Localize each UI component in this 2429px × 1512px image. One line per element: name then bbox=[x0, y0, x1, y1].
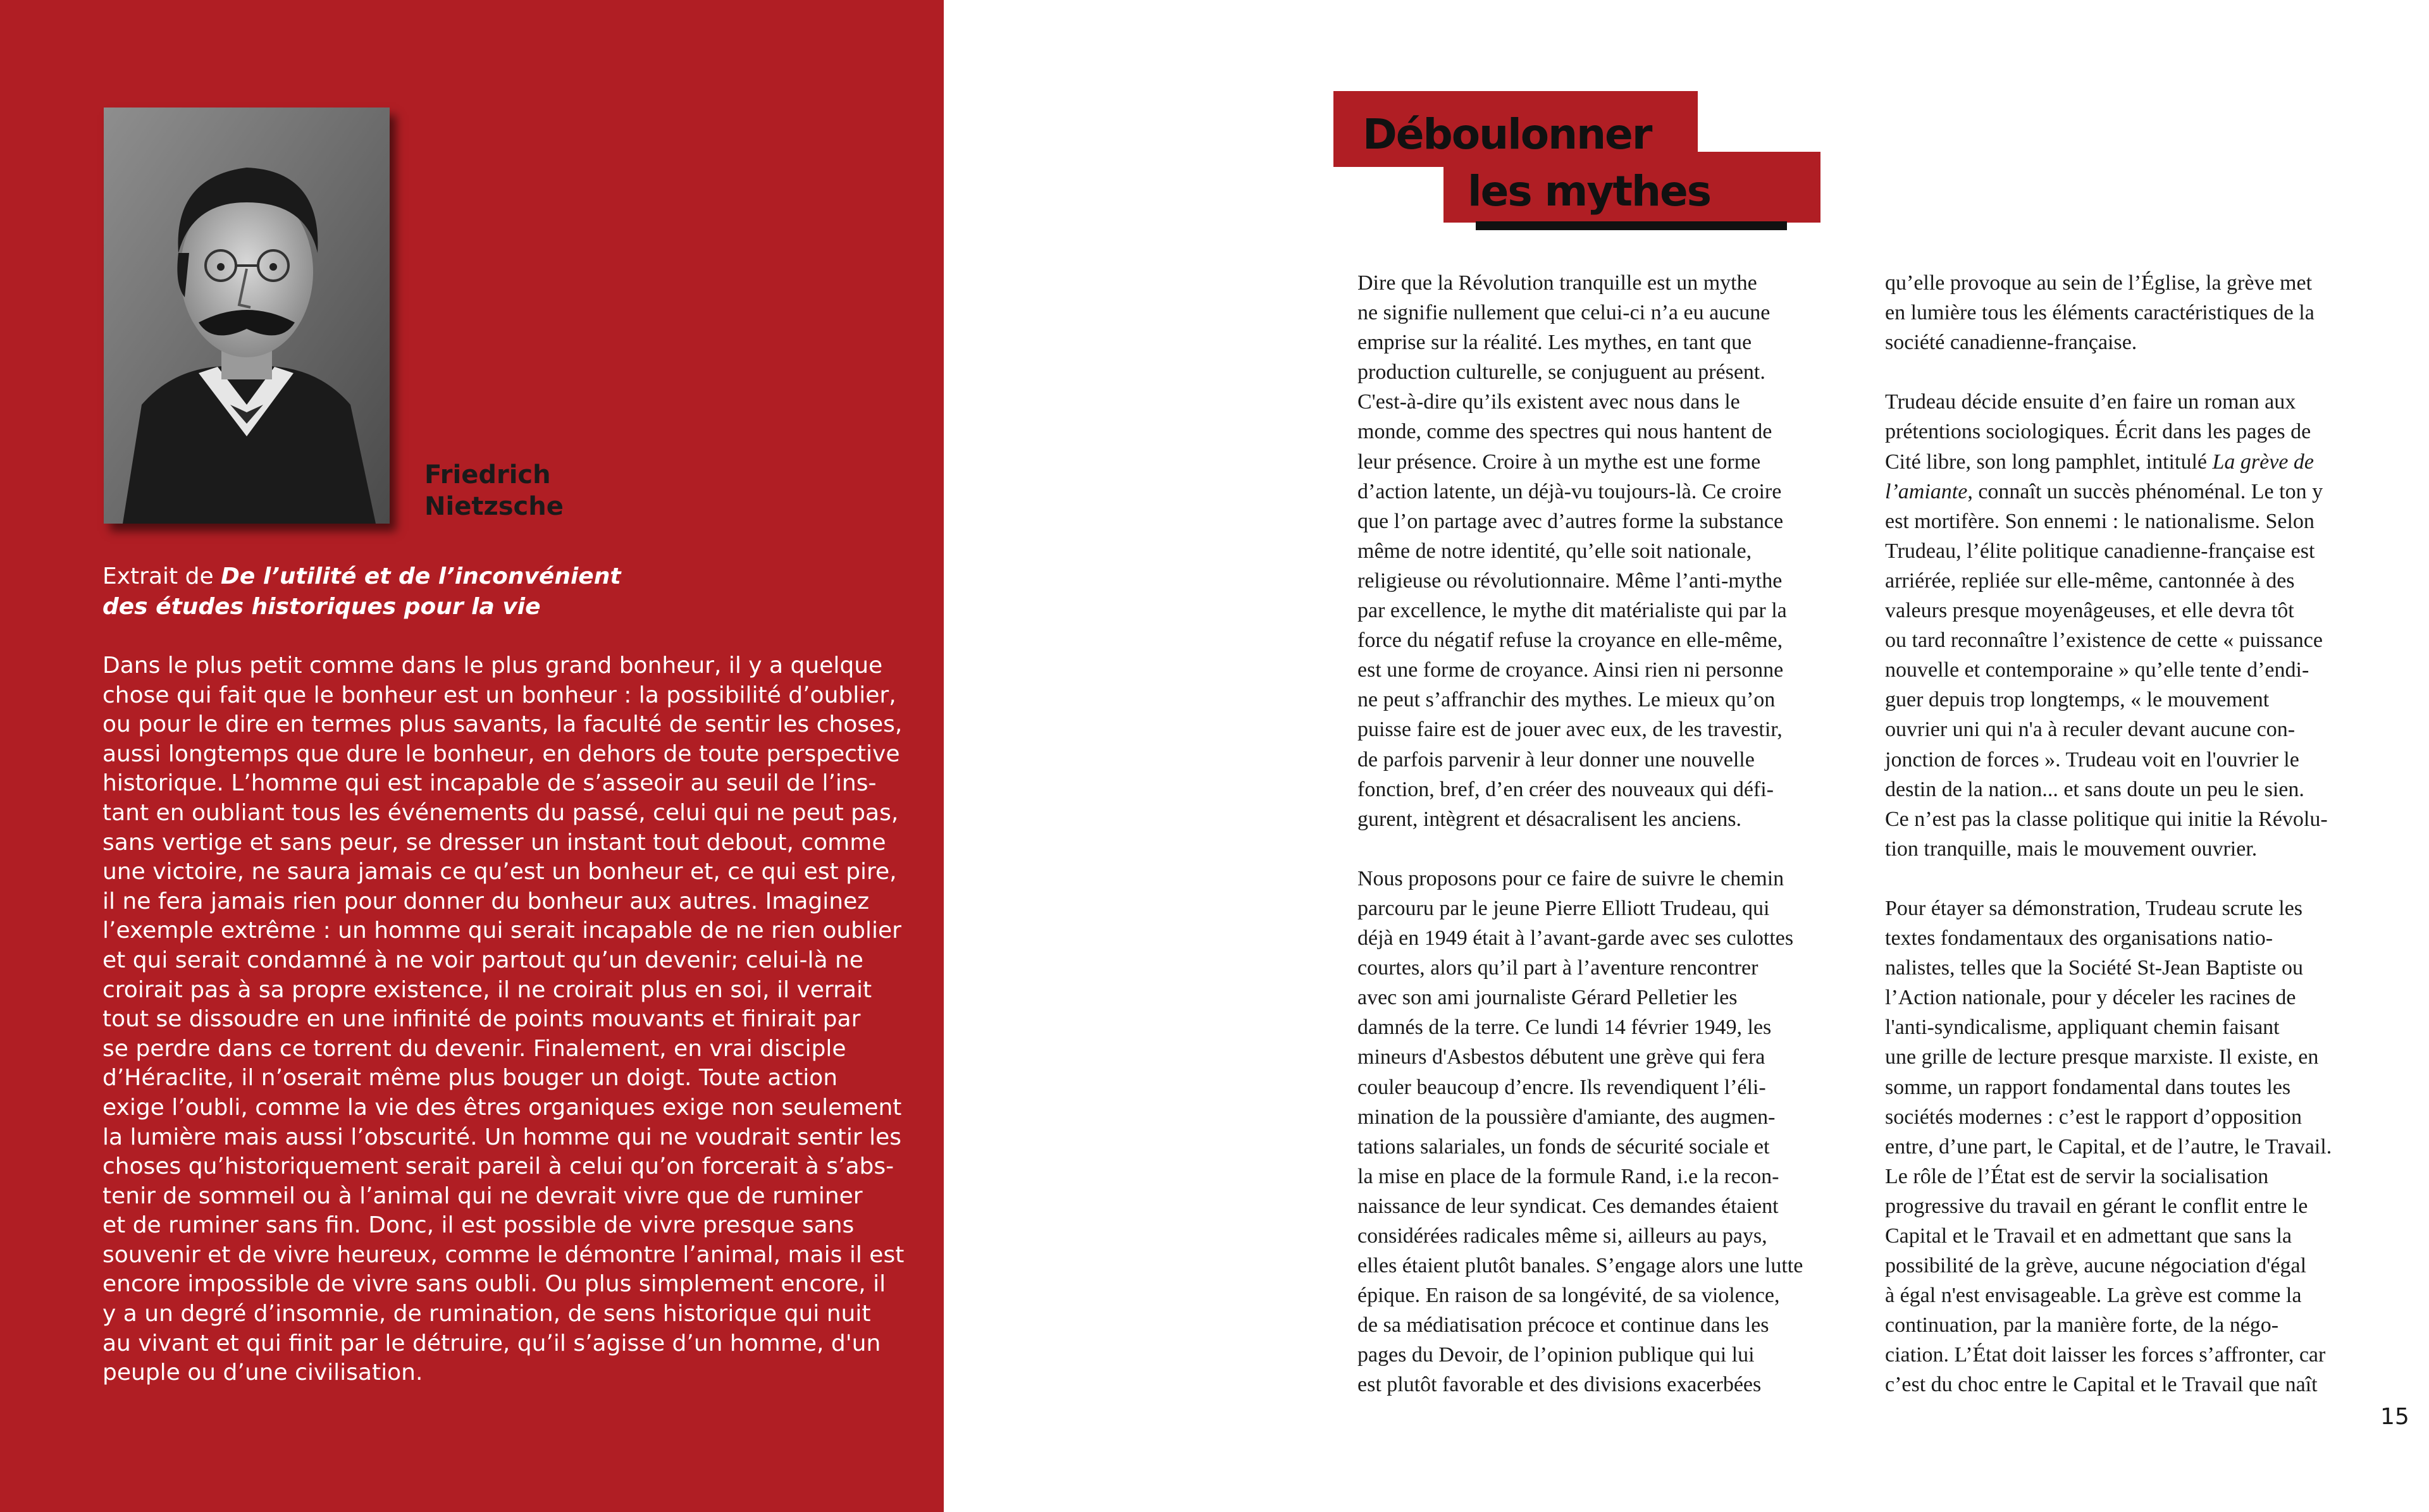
article-line: ouvrier uni qui n'a à reculer devant aucune con- bbox=[1885, 718, 2296, 742]
article-line bbox=[1885, 357, 2404, 387]
article-line: damnés de la terre. Ce lundi 14 février 1949, les bbox=[1357, 1016, 1772, 1040]
article-line: naissance de leur syndicat. Ces demandes étaient bbox=[1357, 1194, 1779, 1218]
portrait-name-last: Nietzsche bbox=[424, 492, 564, 521]
article-line: gurent, intègrent et désacralisent les anciens. bbox=[1357, 807, 1742, 831]
article-line: Trudeau, l’élite politique canadienne-française est bbox=[1885, 539, 2315, 563]
excerpt-line: peuple ou d’une civilisation. bbox=[102, 1360, 423, 1386]
excerpt-line: l’exemple extrême : un homme qui serait incapable de ne rien oublier bbox=[102, 918, 901, 944]
article-line: Le rôle de l’État est de servir la socialisation bbox=[1885, 1164, 2269, 1188]
article-line: mineurs d'Asbestos débutent une grève qui fera bbox=[1357, 1045, 1765, 1069]
article-line: en lumière tous les éléments caractéristiques de la bbox=[1885, 301, 2315, 325]
article-title bbox=[1333, 91, 1789, 237]
excerpt-title-line1: De l’utilité et de l’inconvénient bbox=[221, 563, 621, 589]
article-line: Pour étayer sa démonstration, Trudeau scrute les bbox=[1885, 896, 2303, 920]
article-line: leur présence. Croire à un mythe est une forme bbox=[1357, 450, 1761, 474]
article-line: couler beaucoup d’encre. Ils revendiquent l’éli- bbox=[1357, 1075, 1766, 1099]
article-line: sociétés modernes : c’est le rapport d’opposition bbox=[1885, 1105, 2302, 1129]
article-line: production culturelle, se conjuguent au présent. bbox=[1357, 360, 1765, 384]
excerpt-line: une victoire, ne saura jamais ce qu’est un bonheur et, ce qui est pire, bbox=[102, 859, 897, 885]
article-line: Capital et le Travail et en admettant que sans la bbox=[1885, 1224, 2292, 1248]
portrait-photo bbox=[104, 108, 390, 524]
article-line: parcouru par le jeune Pierre Elliott Trudeau, qui bbox=[1357, 896, 1770, 920]
article-line: Cité libre, son long pamphlet, intitulé La grève de bbox=[1885, 450, 2315, 474]
article-line: la mise en place de la formule Rand, i.e la recon- bbox=[1357, 1164, 1779, 1188]
article-line: de sa médiatisation précoce et continue dans les bbox=[1357, 1313, 1769, 1337]
excerpt-line: et de ruminer sans fin. Donc, il est possible de vivre presque sans bbox=[102, 1212, 855, 1239]
excerpt-line: chose qui fait que le bonheur est un bonheur : la possibilité d’oublier, bbox=[102, 682, 896, 708]
article-line: elles étaient plutôt banales. S’engage alors une lutte bbox=[1357, 1254, 1803, 1278]
article-line: puisse faire est de jouer avec eux, de les travestir, bbox=[1357, 718, 1783, 742]
excerpt-line: sans vertige et sans peur, se dresser un instant tout debout, comme bbox=[102, 829, 886, 856]
article-line bbox=[1357, 834, 1863, 864]
article-line: arriérée, repliée sur elle-même, cantonnée à des bbox=[1885, 569, 2295, 593]
article-line bbox=[1885, 864, 2404, 894]
article-line: par excellence, le mythe dit matérialiste qui par la bbox=[1357, 599, 1787, 623]
excerpt-line: d’Héraclite, il n’oserait même plus bouger un doigt. Toute action bbox=[102, 1065, 838, 1091]
excerpt-line: la lumière mais aussi l’obscurité. Un homme qui ne voudrait sentir les bbox=[102, 1124, 902, 1150]
article-line: courtes, alors qu’il part à l’aventure rencontrer bbox=[1357, 956, 1758, 980]
article-line: d’action latente, un déjà-vu toujours-là. Ce croire bbox=[1357, 479, 1782, 503]
article-line: nalistes, telles que la Société St-Jean Baptiste ou bbox=[1885, 956, 2303, 980]
excerpt-line: ou pour le dire en termes plus savants, la faculté de sentir les choses, bbox=[102, 711, 903, 738]
article-line: ou tard reconnaître l’existence de cette « puissance bbox=[1885, 629, 2323, 653]
article-line: avec son ami journaliste Gérard Pelletier les bbox=[1357, 986, 1738, 1010]
article-line: guer depuis trop longtemps, « le mouvement bbox=[1885, 688, 2270, 712]
excerpt-body bbox=[102, 651, 915, 1388]
article-line: une grille de lecture presque marxiste. Il existe, en bbox=[1885, 1045, 2319, 1069]
article-line: tations salariales, un fonds de sécurité sociale et bbox=[1357, 1134, 1770, 1159]
article-line: tion tranquille, mais le mouvement ouvrier. bbox=[1885, 837, 2258, 861]
excerpt-line: tenir de sommeil ou à l’animal qui ne devrait vivre que de ruminer bbox=[102, 1183, 863, 1209]
article-line: l’Action nationale, pour y déceler les racines de bbox=[1885, 986, 2296, 1010]
article-line: déjà en 1949 était à l’avant-garde avec ses culottes bbox=[1357, 926, 1794, 950]
article-line: l'anti-syndicalisme, appliquant chemin faisant bbox=[1885, 1016, 2280, 1040]
article-line: somme, un rapport fondamental dans toutes les bbox=[1885, 1075, 2291, 1099]
article-line: possibilité de la grève, aucune négociation d'égal bbox=[1885, 1254, 2307, 1278]
article-line: nouvelle et contemporaine » qu’elle tente d’endi- bbox=[1885, 658, 2309, 682]
title-line-1: Déboulonner bbox=[1363, 110, 1652, 159]
left-page bbox=[0, 0, 944, 1512]
article-line: que l’on partage avec d’autres forme la substance bbox=[1357, 509, 1784, 533]
excerpt-line: et qui serait condamné à ne voir partout qu’un devenir; celui-là ne bbox=[102, 947, 863, 973]
article-line: à égal n'est envisageable. La grève est comme la bbox=[1885, 1284, 2302, 1308]
article-line: continuation, par la manière forte, de la négo- bbox=[1885, 1313, 2279, 1337]
title-line-2: les mythes bbox=[1468, 167, 1711, 216]
article-line: l’amiante, connaît un succès phénoménal. Le ton y bbox=[1885, 479, 2323, 503]
article-line: est plutôt favorable et des divisions exacerbées bbox=[1357, 1373, 1762, 1397]
article-line: prétentions sociologiques. Écrit dans les pages de bbox=[1885, 420, 2311, 444]
excerpt-line: y a un degré d’insomnie, de rumination, de sens historique qui nuit bbox=[102, 1301, 871, 1327]
article-column-2 bbox=[1885, 268, 2404, 1400]
article-line: qu’elle provoque au sein de l’Église, la grève met bbox=[1885, 271, 2313, 295]
article-line: monde, comme des spectres qui nous hantent de bbox=[1357, 420, 1772, 444]
article-line: ne peut s’affranchir des mythes. Le mieux qu’on bbox=[1357, 688, 1776, 712]
article-line: épique. En raison de sa longévité, de sa violence, bbox=[1357, 1284, 1780, 1308]
article-line: jonction de forces ». Trudeau voit en l'ouvrier le bbox=[1885, 747, 2299, 771]
article-line: Nous proposons pour ce faire de suivre le chemin bbox=[1357, 866, 1784, 890]
article-line: considérées radicales même si, ailleurs au pays, bbox=[1357, 1224, 1767, 1248]
page-number: 15 bbox=[2380, 1404, 2409, 1430]
article-line: destin de la nation... et sans doute un peu le sien. bbox=[1885, 777, 2304, 801]
excerpt-line: souvenir et de vivre heureux, comme le démontre l’animal, mais il est bbox=[102, 1241, 905, 1268]
title-underline bbox=[1476, 221, 1787, 230]
portrait-name-first: Friedrich bbox=[424, 460, 551, 489]
article-line: ciation. L’État doit laisser les forces s’affronter, car bbox=[1885, 1343, 2326, 1367]
article-line: textes fondamentaux des organisations natio- bbox=[1885, 926, 2273, 950]
excerpt-line: tout se dissoudre en une infinité de points mouvants et finirait par bbox=[102, 1006, 861, 1033]
excerpt-line: aussi longtemps que dure le bonheur, en dehors de toute perspective bbox=[102, 741, 900, 767]
article-line: Ce n’est pas la classe politique qui initie la Révolu- bbox=[1885, 807, 2328, 831]
article-line: emprise sur la réalité. Les mythes, en tant que bbox=[1357, 331, 1752, 355]
article-line: Trudeau décide ensuite d’en faire un roman aux bbox=[1885, 390, 2296, 414]
excerpt-title-line2: des études historiques pour la vie bbox=[102, 594, 541, 620]
excerpt-line: choses qu’historiquement serait pareil à celui qu’on forcerait à s’abs- bbox=[102, 1153, 894, 1180]
portrait-caption bbox=[424, 459, 564, 522]
excerpt-prefix: Extrait de bbox=[102, 563, 221, 589]
article-line: force du négatif refuse la croyance en elle-même, bbox=[1357, 629, 1783, 653]
article-line: C'est-à-dire qu’ils existent avec nous dans le bbox=[1357, 390, 1740, 414]
portrait-icon bbox=[104, 108, 390, 524]
article-line: progressive du travail en gérant le conflit entre le bbox=[1885, 1194, 2308, 1218]
article-line: Dire que la Révolution tranquille est un mythe bbox=[1357, 271, 1757, 295]
article-line: fonction, bref, d’en créer des nouveaux qui défi- bbox=[1357, 777, 1774, 801]
article-line: pages du Devoir, de l’opinion publique qui lui bbox=[1357, 1343, 1755, 1367]
excerpt-line: croirait pas à sa propre existence, il ne croirait plus en soi, il verrait bbox=[102, 976, 872, 1003]
excerpt-line: encore impossible de vivre sans oubli. Ou plus simplement encore, il bbox=[102, 1271, 886, 1298]
excerpt-line: exige l’oubli, comme la vie des êtres organiques exige non seulement bbox=[102, 1094, 902, 1121]
article-line: est mortifère. Son ennemi : le nationalisme. Selon bbox=[1885, 509, 2315, 533]
article-line: est une forme de croyance. Ainsi rien ni personne bbox=[1357, 658, 1784, 682]
article-line: entre, d’une part, le Capital, et de l’autre, le Travail. bbox=[1885, 1134, 2332, 1159]
excerpt-line: tant en oubliant tous les événements du passé, celui qui ne peut pas, bbox=[102, 799, 899, 826]
article-line: même de notre identité, qu’elle soit nationale, bbox=[1357, 539, 1752, 563]
article-line: mination de la poussière d'amiante, des augmen- bbox=[1357, 1105, 1776, 1129]
article-line: valeurs presque moyenâgeuses, et elle devra tôt bbox=[1885, 599, 2294, 623]
excerpt-line: historique. L’homme qui est incapable de s’asseoir au seuil de l’ins- bbox=[102, 770, 877, 797]
article-line: société canadienne-française. bbox=[1885, 331, 2137, 355]
excerpt-line: au vivant et qui finit par le détruire, qu’il s’agisse d’un homme, d'un bbox=[102, 1330, 881, 1356]
article-line: ne signifie nullement que celui-ci n’a eu aucune bbox=[1357, 301, 1771, 325]
excerpt-line: il ne fera jamais rien pour donner du bonheur aux autres. Imaginez bbox=[102, 888, 870, 914]
excerpt-line: se perdre dans ce torrent du devenir. Finalement, en vrai disciple bbox=[102, 1035, 846, 1062]
article-line: religieuse ou révolutionnaire. Même l’anti-mythe bbox=[1357, 569, 1783, 593]
article-line: c’est du choc entre le Capital et le Travail que naît bbox=[1885, 1373, 2318, 1397]
article-column-1 bbox=[1357, 268, 1863, 1400]
excerpt-line: Dans le plus petit comme dans le plus grand bonheur, il y a quelque bbox=[102, 653, 883, 679]
excerpt-source bbox=[102, 562, 893, 622]
article-line: de parfois parvenir à leur donner une nouvelle bbox=[1357, 747, 1755, 771]
